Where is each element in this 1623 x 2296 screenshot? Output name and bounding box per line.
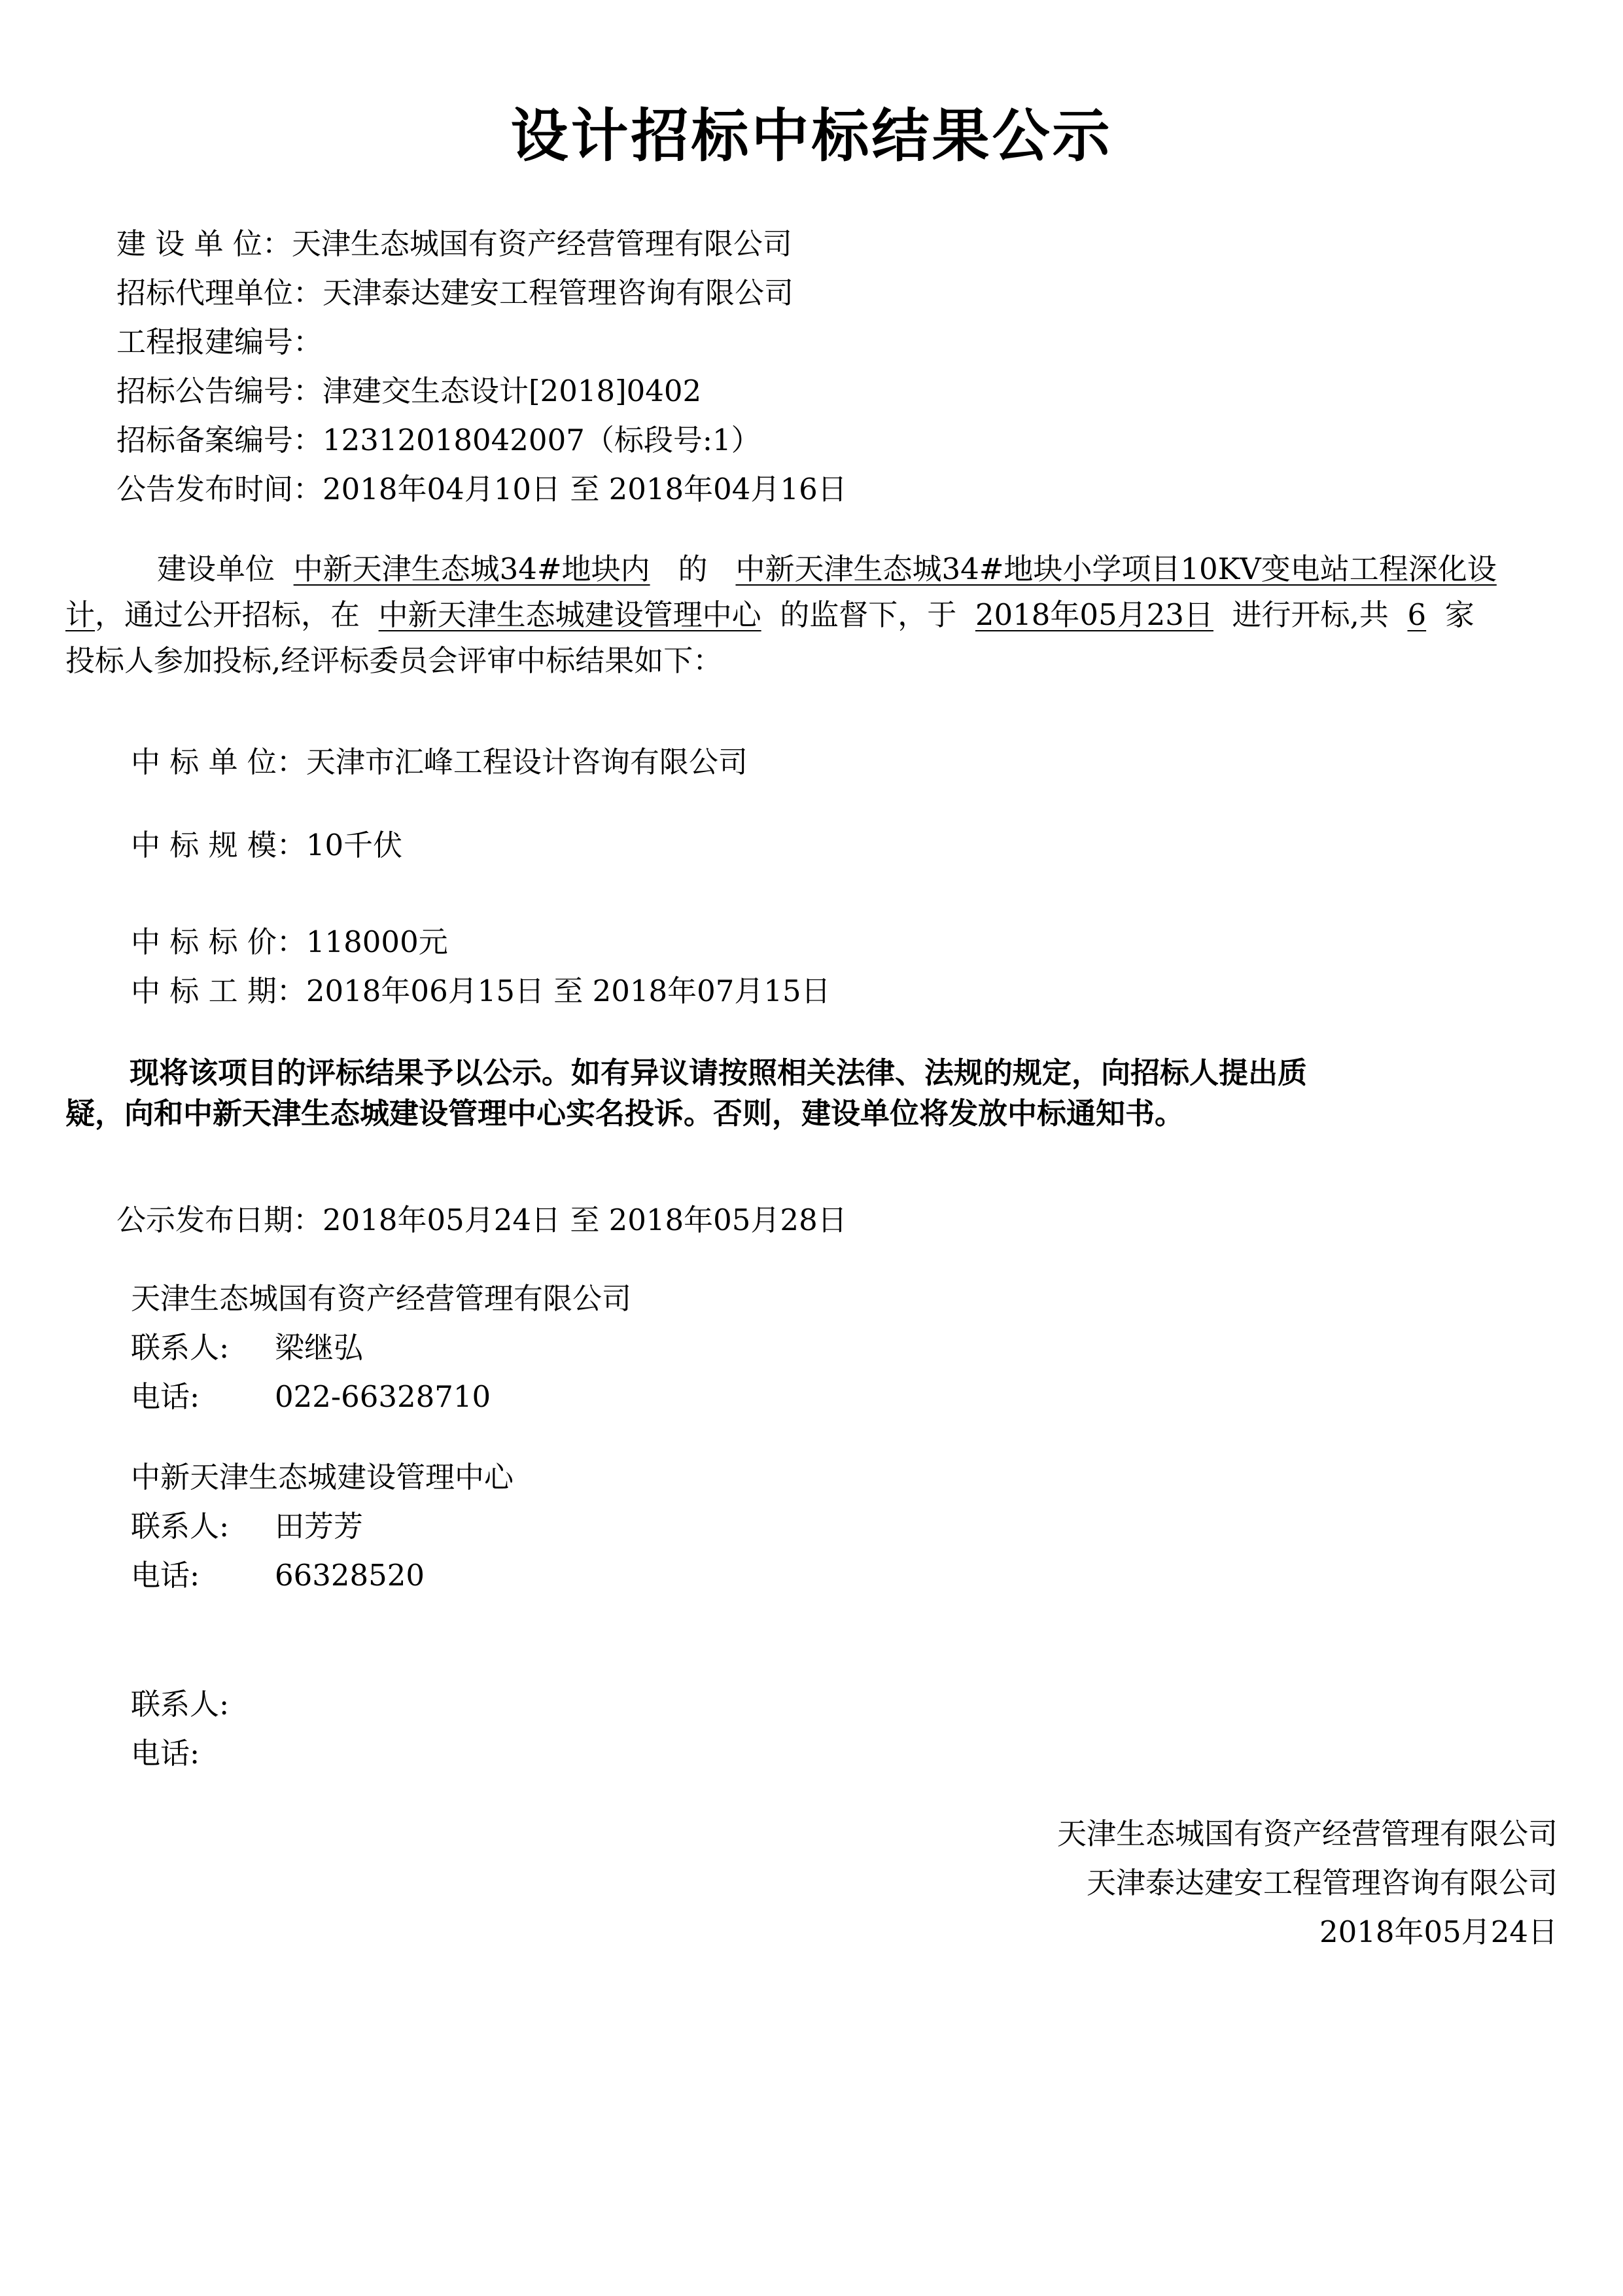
record-no-line: 招标备案编号：12312018042007（标段号:1） [116,423,761,457]
notice-line-2: 疑，向和中新天津生态城建设管理中心实名投诉。否则，建设单位将发放中标通知书。 [65,1096,1185,1131]
intro-unit: 中新天津生态城34#地块内 [293,552,650,586]
contact-2-phone: 66328520 [275,1558,425,1593]
contact-1-person-label: 联系人: [131,1330,230,1365]
intro-line-1 [157,550,1497,589]
contact-1-phone: 022-66328710 [275,1379,491,1414]
page-title: 设计招标中标结果公示 [510,102,1113,169]
intro-bidder-count: 6 [1407,597,1427,632]
publicity-date-line: 公示发布日期：2018年05月24日 至 2018年05月28日 [116,1203,847,1237]
signature-date: 2018年05月24日 [1319,1915,1558,1949]
contact-2-person-label: 联系人: [131,1509,230,1544]
signature-org-1: 天津生态城国有资产经营管理有限公司 [1056,1816,1558,1851]
contact-3-person-label: 联系人: [131,1687,230,1722]
intro-project-end: 计 [65,597,96,632]
scale-line: 中 标 规 模：10千伏 [131,828,403,862]
notice-line-1: 现将该项目的评标结果予以公示。如有异议请按照相关法律、法规的规定，向招标人提出质 [130,1055,1308,1090]
period-line: 中 标 工 期：2018年06月15日 至 2018年07月15日 [131,974,831,1008]
publish-time-line: 公告发布时间：2018年04月10日 至 2018年04月16日 [116,472,847,506]
intro-supervisor: 中新天津生态城建设管理中心 [378,597,761,632]
intro-mid1: ，通过公开招标，在 [95,597,360,632]
intro-jia: 家 [1444,597,1475,632]
intro-mid2: 的监督下，于 [780,597,957,632]
intro-prefix: 建设单位 [157,552,275,586]
intro-mid3: 进行开标,共 [1232,597,1389,632]
intro-open-date: 2018年05月23日 [975,597,1213,632]
signature-org-2: 天津泰达建安工程管理咨询有限公司 [1086,1865,1558,1900]
contact-2-org: 中新天津生态城建设管理中心 [131,1460,514,1494]
winner-line: 中 标 单 位：天津市汇峰工程设计咨询有限公司 [131,745,748,779]
contact-1-person: 梁继弘 [275,1330,364,1365]
contact-1-org: 天津生态城国有资产经营管理有限公司 [131,1281,632,1316]
contact-2-phone-label: 电话: [131,1558,200,1593]
intro-line-2 [65,595,1475,635]
project-no-line: 工程报建编号： [116,325,323,359]
price-line: 中 标 标 价：118000元 [131,925,448,959]
builder-line: 建 设 单 位：天津生态城国有资产经营管理有限公司 [116,226,792,261]
intro-project: 中新天津生态城34#地块小学项目10KV变电站工程深化设 [735,552,1497,586]
agency-line: 招标代理单位：天津泰达建安工程管理咨询有限公司 [116,275,794,310]
intro-de: 的 [678,552,708,586]
intro-line-3: 投标人参加投标,经评标委员会评审中标结果如下： [65,643,723,678]
contact-3-phone-label: 电话: [131,1736,200,1771]
contact-1-phone-label: 电话: [131,1379,200,1414]
contact-2-person: 田芳芳 [275,1509,364,1544]
notice-no-line: 招标公告编号：津建交生态设计[2018]0402 [116,374,702,408]
